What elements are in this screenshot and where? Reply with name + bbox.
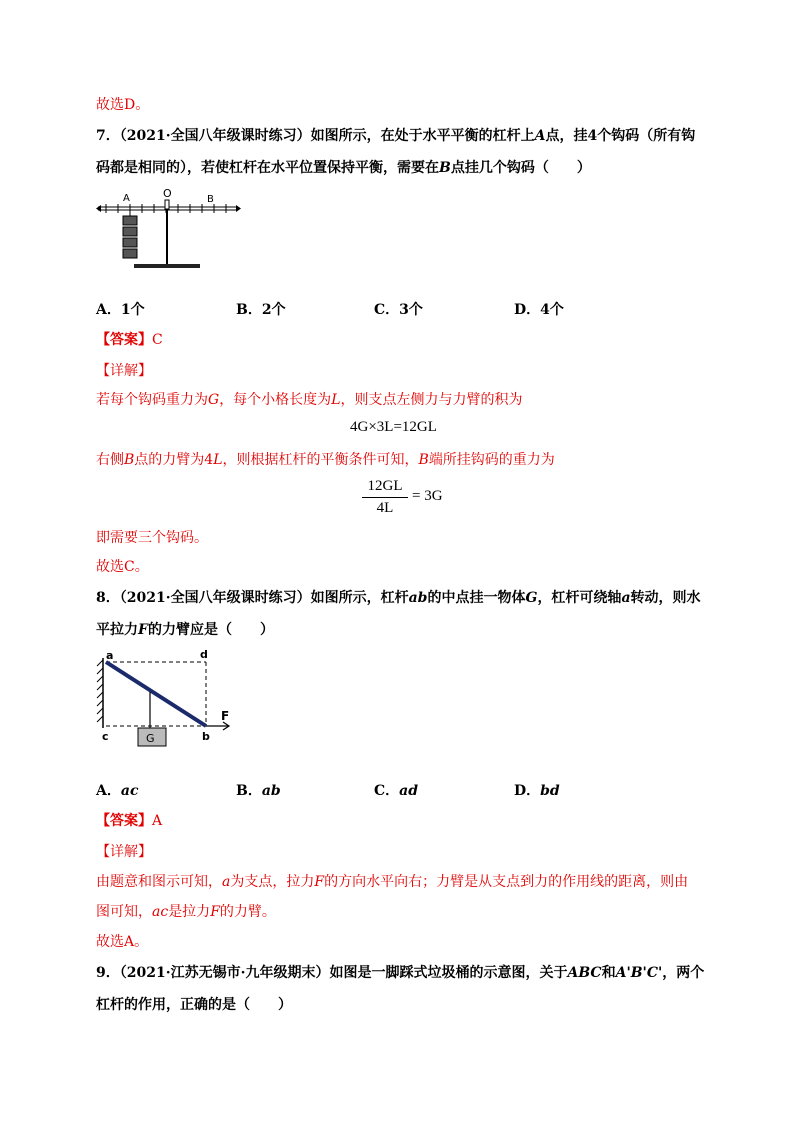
option-value: ad — [399, 783, 419, 799]
exp-text: 的力臂。 — [219, 904, 276, 920]
q8-fig-label-f: F — [221, 709, 230, 723]
answer-tag: 【答案】 — [96, 332, 152, 348]
q7-equation-1: 4G×3L=12GL — [350, 419, 437, 435]
q7-fig-label-b: B — [207, 194, 214, 205]
option-letter: C． — [374, 783, 400, 799]
q8-stem-part: 平拉力 — [96, 622, 138, 638]
q7-stem-line1 — [96, 126, 695, 146]
q7-explanation-line2 — [96, 450, 555, 470]
exp-text: 图可知， — [96, 904, 152, 920]
exp-text: 端所挂钩码的重力为 — [428, 452, 555, 468]
q8-stem-line1 — [96, 588, 701, 608]
q7-fig-label-a: A — [123, 193, 130, 204]
q8-fig-label-b: b — [202, 730, 210, 743]
q7-option-a[interactable]: A．1个 — [96, 302, 145, 318]
q8-var: F — [138, 622, 148, 638]
q8-lever-figure — [94, 646, 240, 750]
q7-final-answer: 故选C。 — [96, 559, 149, 575]
option-letter: D． — [514, 783, 541, 799]
q7-fraction — [362, 478, 408, 517]
q7-explanation-line1 — [96, 390, 522, 410]
q9-stem-line2: 杠杆的作用，正确的是（ ） — [96, 997, 292, 1013]
exp-var: L — [331, 392, 341, 408]
exp-text: ，每个小格长度为 — [219, 392, 332, 408]
q7-option-b[interactable]: B．2个 — [236, 302, 286, 318]
q8-stem-part: 转动，则水 — [630, 590, 701, 606]
exp-var: a — [222, 874, 231, 890]
q7-explanation-line3: 即需要三个钩码。 — [96, 530, 208, 546]
q7-option-c[interactable]: C．3个 — [374, 302, 423, 318]
q8-explanation-line1 — [96, 872, 688, 892]
exp-text: ，则根据杠杆的平衡条件可知， — [222, 452, 419, 468]
q7-stem-part: 如图所示，在处于水平平衡的杠杆上 — [310, 128, 535, 144]
exp-var: ac — [152, 904, 169, 920]
q8-stem-part: 如图所示，杠杆 — [310, 590, 409, 606]
exp-text: 是拉力 — [168, 904, 211, 920]
q8-var: ab — [408, 590, 428, 606]
exp-var: F — [314, 874, 325, 890]
q8-explanation-line2 — [96, 902, 276, 922]
fraction-numerator: 12GL — [367, 478, 403, 494]
exp-text: 为支点，拉力 — [230, 874, 315, 890]
exp-text: 点的力臂为4 — [134, 452, 214, 468]
q8-fig-label-d: d — [200, 648, 208, 661]
q8-fig-label-a: a — [106, 649, 114, 662]
option-value: ab — [261, 783, 281, 799]
q8-fig-label-c: c — [102, 730, 109, 743]
q8-final-answer: 故选A。 — [96, 934, 149, 950]
exp-text: ，则支点左侧力与力臂的积为 — [340, 392, 523, 408]
q8-option-d[interactable] — [514, 781, 560, 801]
q9-var: A'B'C' — [615, 965, 663, 981]
q7-point-b: B — [439, 160, 451, 176]
exp-text: 右侧 — [96, 452, 124, 468]
q7-source: （2021·全国八年级课时练习） — [119, 128, 311, 144]
exp-var: G — [208, 392, 220, 408]
q8-stem-part: 的中点挂一物体 — [427, 590, 526, 606]
q8-option-b[interactable] — [236, 781, 281, 801]
q7-point-a: A — [534, 128, 546, 144]
option-value: bd — [540, 783, 560, 799]
q7-lever-figure — [94, 186, 244, 272]
q9-stem-part: 和 — [601, 965, 616, 981]
exp-var: L — [213, 452, 223, 468]
q8-var: a — [621, 590, 631, 606]
exp-var: F — [210, 904, 220, 920]
q7-number: 7． — [96, 128, 120, 144]
prev-final-answer: 故选D。 — [96, 97, 150, 113]
q8-option-a[interactable] — [96, 781, 138, 801]
q7-fig-label-o: O — [163, 187, 172, 200]
q8-option-c[interactable] — [374, 781, 418, 801]
q8-answer — [96, 811, 162, 831]
q8-source: （2021·全国八年级课时练习） — [119, 590, 311, 606]
q7-fraction-rhs: = 3G — [412, 488, 443, 504]
q8-fig-label-g: G — [146, 732, 155, 745]
q7-stem-part: 点挂几个钩码（ ） — [450, 160, 591, 176]
q9-source: （2021·江苏无锡市·九年级期末） — [119, 965, 330, 981]
q7-answer — [96, 330, 163, 350]
q7-stem-part: 点，挂4个钩码（所有钩 — [545, 128, 696, 144]
exp-text: 若每个钩码重力为 — [96, 392, 208, 408]
q9-stem-line1 — [96, 963, 704, 983]
q9-var: ABC — [567, 965, 602, 981]
q7-stem-part: 码都是相同的），若使杠杆在水平位置保持平衡，需要在 — [96, 160, 439, 176]
exp-text: 由题意和图示可知， — [96, 874, 222, 890]
answer-value: A — [152, 813, 163, 829]
q8-stem-part: 的力臂应是（ ） — [147, 622, 274, 638]
q8-var: G — [525, 590, 538, 606]
q8-stem-line2 — [96, 620, 274, 640]
fraction-denominator: 4L — [376, 500, 394, 516]
answer-value: C — [152, 332, 163, 348]
option-value: ac — [120, 783, 139, 799]
answer-tag: 【答案】 — [96, 813, 152, 829]
q9-stem-part: 如图是一脚踩式垃圾桶的示意图，关于 — [329, 965, 568, 981]
q7-option-d[interactable]: D．4个 — [514, 302, 564, 318]
option-letter: B． — [236, 783, 262, 799]
exp-var: B — [418, 452, 429, 468]
q9-stem-part: ，两个 — [662, 965, 705, 981]
q7-detail-tag: 【详解】 — [96, 363, 152, 379]
q7-stem-line2 — [96, 158, 591, 178]
q8-number: 8． — [96, 590, 120, 606]
option-letter: A． — [96, 783, 121, 799]
exp-text: 的方向水平向右；力臂是从支点到力的作用线的距离，则由 — [324, 874, 689, 890]
exp-var: B — [124, 452, 135, 468]
q9-number: 9． — [96, 965, 120, 981]
q8-stem-part: ，杠杆可绕轴 — [537, 590, 622, 606]
q8-detail-tag: 【详解】 — [96, 844, 152, 860]
